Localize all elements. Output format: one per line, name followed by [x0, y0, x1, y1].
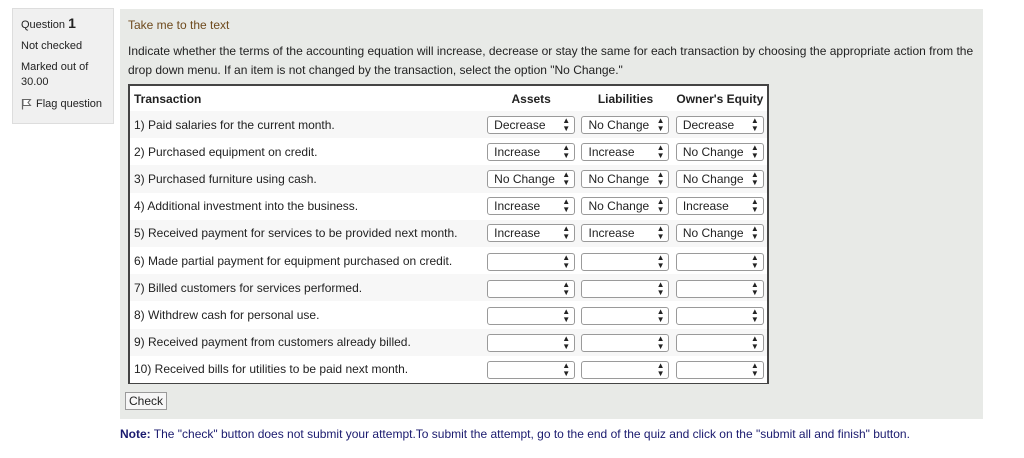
updown-arrows-icon: ▲ ▼ — [562, 334, 571, 352]
assets-select-value: Increase — [494, 144, 541, 159]
updown-arrows-icon: ▲ ▼ — [562, 197, 571, 215]
updown-arrows-icon: ▲ ▼ — [750, 279, 759, 297]
updown-arrows-icon: ▲ ▼ — [562, 115, 571, 133]
table-row — [130, 220, 767, 247]
assets-select-value: No Change — [494, 171, 555, 186]
updown-arrows-icon: ▲ ▼ — [656, 197, 665, 215]
liabilities-select[interactable] — [581, 253, 669, 271]
assets-select[interactable] — [487, 280, 575, 298]
assets-select[interactable] — [487, 116, 575, 134]
updown-arrows-icon: ▲ ▼ — [750, 169, 759, 187]
liabilities-select[interactable] — [581, 334, 669, 352]
question-number: Question 1 — [21, 15, 76, 31]
updown-arrows-icon: ▲ ▼ — [656, 334, 665, 352]
note-text: The "check" button does not submit your attempt.To submit the attempt, go to the end of the quiz and click on the "submit all and finish" button. — [150, 427, 910, 441]
liabilities-select-value: Increase — [588, 226, 635, 241]
liabilities-select[interactable] — [581, 307, 669, 325]
updown-arrows-icon: ▲ ▼ — [750, 142, 759, 160]
marked-out-of-value: 30.00 — [21, 76, 49, 88]
updown-arrows-icon: ▲ ▼ — [750, 361, 759, 379]
question-info-panel — [12, 8, 114, 124]
header-owners-equity: Owner's Equity — [673, 86, 767, 111]
liabilities-select[interactable] — [581, 116, 669, 134]
liabilities-select[interactable] — [581, 143, 669, 161]
updown-arrows-icon: ▲ ▼ — [656, 252, 665, 270]
assets-select[interactable] — [487, 197, 575, 215]
transaction-table — [128, 84, 769, 384]
updown-arrows-icon: ▲ ▼ — [750, 252, 759, 270]
owners-equity-select[interactable] — [676, 197, 764, 215]
updown-arrows-icon: ▲ ▼ — [656, 169, 665, 187]
table-row — [130, 111, 767, 138]
table-row — [130, 301, 767, 328]
owners-equity-select[interactable] — [676, 224, 764, 242]
transaction-description: 6) Made partial payment for equipment purchased on credit. — [130, 247, 484, 274]
question-instruction: Indicate whether the terms of the accounting equation will increase, decrease or stay the same for each transaction by choosing the appropriate action from the drop down menu. If an item is not changed by the transaction, select the option "No Change." — [128, 44, 974, 77]
owners-equity-select[interactable] — [676, 334, 764, 352]
table-row — [130, 138, 767, 165]
updown-arrows-icon: ▲ ▼ — [656, 279, 665, 297]
liabilities-select[interactable] — [581, 224, 669, 242]
updown-arrows-icon: ▲ ▼ — [750, 224, 759, 242]
flag-question-button[interactable] — [21, 98, 105, 110]
assets-select[interactable] — [487, 224, 575, 242]
assets-select-value: Increase — [494, 199, 541, 214]
owners-equity-select[interactable] — [676, 307, 764, 325]
updown-arrows-icon: ▲ ▼ — [562, 279, 571, 297]
updown-arrows-icon: ▲ ▼ — [750, 197, 759, 215]
table-row — [130, 329, 767, 356]
question-status: Not checked — [21, 40, 83, 52]
question-content — [120, 9, 983, 419]
table-row — [130, 247, 767, 274]
liabilities-select-value: Increase — [588, 144, 635, 159]
transaction-description: 1) Paid salaries for the current month. — [130, 111, 484, 138]
owners-equity-select-value: Increase — [682, 199, 729, 214]
transaction-description: 3) Purchased furniture using cash. — [130, 165, 484, 192]
updown-arrows-icon: ▲ ▼ — [656, 115, 665, 133]
updown-arrows-icon: ▲ ▼ — [750, 306, 759, 324]
table-row — [130, 193, 767, 220]
transaction-description: 2) Purchased equipment on credit. — [130, 138, 484, 165]
flag-question-label: Flag question — [36, 98, 103, 110]
liabilities-select[interactable] — [581, 280, 669, 298]
owners-equity-select[interactable] — [676, 170, 764, 188]
updown-arrows-icon: ▲ ▼ — [750, 334, 759, 352]
header-transaction: Transaction — [130, 86, 484, 111]
take-me-to-text-link[interactable]: Take me to the text — [128, 18, 230, 32]
updown-arrows-icon: ▲ ▼ — [562, 252, 571, 270]
updown-arrows-icon: ▲ ▼ — [750, 115, 759, 133]
updown-arrows-icon: ▲ ▼ — [656, 306, 665, 324]
updown-arrows-icon: ▲ ▼ — [562, 142, 571, 160]
liabilities-select-value: No Change — [588, 199, 650, 214]
table-row — [130, 274, 767, 301]
assets-select[interactable] — [487, 170, 575, 188]
updown-arrows-icon: ▲ ▼ — [562, 306, 571, 324]
liabilities-select[interactable] — [581, 361, 669, 379]
owners-equity-select[interactable] — [676, 143, 764, 161]
owners-equity-select[interactable] — [676, 361, 764, 379]
transaction-description: 7) Billed customers for services performed. — [130, 274, 484, 301]
assets-select[interactable] — [487, 307, 575, 325]
updown-arrows-icon: ▲ ▼ — [656, 224, 665, 242]
flag-icon — [21, 98, 32, 110]
owners-equity-select-value: Decrease — [682, 117, 735, 132]
header-liabilities: Liabilities — [578, 86, 672, 111]
owners-equity-select-value: No Change — [682, 144, 744, 159]
liabilities-select-value: No Change — [588, 171, 650, 186]
note — [120, 427, 910, 441]
updown-arrows-icon: ▲ ▼ — [562, 169, 571, 187]
owners-equity-select[interactable] — [676, 116, 764, 134]
note-label: Note: — [120, 427, 151, 441]
assets-select[interactable] — [487, 253, 575, 271]
owners-equity-select-value: No Change — [682, 226, 744, 241]
liabilities-select[interactable] — [581, 170, 669, 188]
table-row — [130, 356, 767, 383]
header-assets: Assets — [484, 86, 578, 111]
assets-select[interactable] — [487, 334, 575, 352]
transaction-description: 8) Withdrew cash for personal use. — [130, 301, 484, 328]
owners-equity-select-value: No Change — [682, 171, 744, 186]
updown-arrows-icon: ▲ ▼ — [656, 361, 665, 379]
marked-out-of-label: Marked out of — [21, 61, 89, 73]
check-button[interactable]: Check — [125, 392, 167, 410]
transaction-description: 4) Additional investment into the business. — [130, 193, 484, 220]
updown-arrows-icon: ▲ ▼ — [562, 361, 571, 379]
transaction-description: 5) Received payment for services to be provided next month. — [130, 220, 484, 247]
updown-arrows-icon: ▲ ▼ — [562, 224, 571, 242]
liabilities-select-value: No Change — [588, 117, 650, 132]
owners-equity-select[interactable] — [676, 280, 764, 298]
transaction-description: 10) Received bills for utilities to be paid next month. — [130, 356, 484, 383]
table-row — [130, 165, 767, 192]
assets-select[interactable] — [487, 361, 575, 379]
liabilities-select[interactable] — [581, 197, 669, 215]
assets-select-value: Decrease — [494, 117, 546, 132]
transaction-description: 9) Received payment from customers already billed. — [130, 329, 484, 356]
updown-arrows-icon: ▲ ▼ — [656, 142, 665, 160]
owners-equity-select[interactable] — [676, 253, 764, 271]
assets-select-value: Increase — [494, 226, 541, 241]
assets-select[interactable] — [487, 143, 575, 161]
